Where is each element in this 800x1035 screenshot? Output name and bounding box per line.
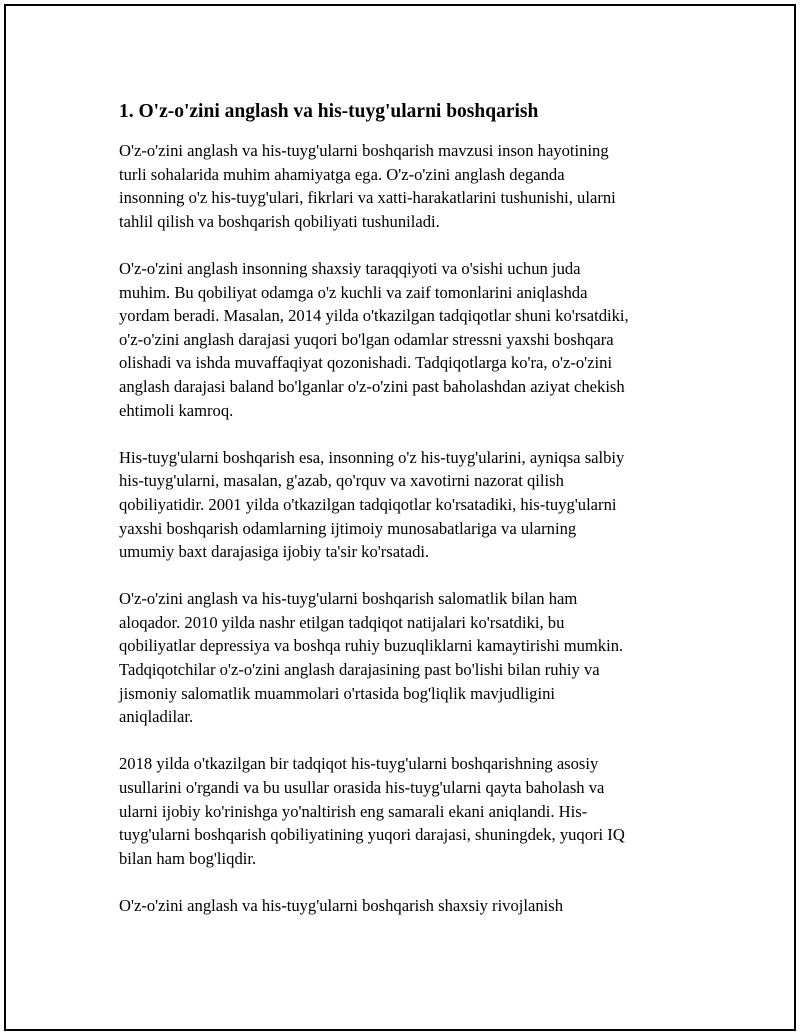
text-line: O'z-o'zini anglash va his-tuyg'ularni boshqarish mavzusi inson hayotining bbox=[119, 141, 609, 160]
text-line: jismoniy salomatlik muammolari o'rtasida bog'liqlik mavjudligini bbox=[119, 683, 555, 703]
text-line: his-tuyg'ularni, masalan, g'azab, qo'rquv va xavotirni nazorat qilish bbox=[119, 471, 564, 491]
text-line: umumiy baxt darajasiga ijobiy ta'sir ko'rsatadi. bbox=[119, 542, 430, 562]
paragraph bbox=[119, 587, 699, 729]
text-line: Tadqiqotchilar o'z-o'zini anglash darajasining past bo'lishi bilan ruhiy va bbox=[119, 660, 600, 680]
text-line: insonning o'z his-tuyg'ulari, fikrlari va xatti-harakatlarini tushunishi, ularni bbox=[119, 188, 616, 208]
text-line: tuyg'ularni boshqarish qobiliyatining yuqori darajasi, shuningdek, yuqori IQ bbox=[119, 825, 625, 845]
text-line: olishadi va ishda muvaffaqiyat qozonishadi. Tadqiqotlarga ko'ra, o'z-o'zini bbox=[119, 353, 613, 373]
text-line: muhim. Bu qobiliyat odamga o'z kuchli va zaif tomonlarini aniqlashda bbox=[119, 282, 588, 302]
text-line: qobiliyatlar depressiya va boshqa ruhiy buzuqliklarni kamaytirishi mumkin. bbox=[119, 636, 624, 656]
page-frame bbox=[4, 4, 796, 1031]
paragraph bbox=[119, 894, 699, 918]
text-line: O'z-o'zini anglash va his-tuyg'ularni boshqarish salomatlik bilan ham bbox=[119, 589, 578, 609]
text-line: yaxshi boshqarish odamlarning ijtimoiy munosabatlariga va ularning bbox=[119, 518, 577, 538]
paragraph bbox=[119, 752, 699, 870]
document-body bbox=[119, 100, 699, 941]
text-line: bilan ham bog'liqdir. bbox=[119, 848, 257, 868]
paragraph bbox=[119, 139, 699, 233]
text-line: anglash darajasi baland bo'lganlar o'z-o'zini past baholashdan aziyat chekish bbox=[119, 376, 625, 396]
paragraph bbox=[119, 257, 699, 422]
section-heading: 1. O'z-o'zini anglash va his-tuyg'ularni boshqarish bbox=[119, 101, 539, 122]
paragraph bbox=[119, 446, 699, 564]
text-line: His-tuyg'ularni boshqarish esa, insonning o'z his-tuyg'ularini, ayniqsa salbiy bbox=[119, 447, 625, 467]
text-line: yordam beradi. Masalan, 2014 yilda o'tkazilgan tadqiqotlar shuni ko'rsatdiki, bbox=[119, 306, 629, 326]
text-line: aniqladilar. bbox=[119, 707, 194, 727]
text-line: usullarini o'rgandi va bu usullar orasida his-tuyg'ularni qayta baholash va bbox=[119, 778, 605, 798]
text-line: O'z-o'zini anglash va his-tuyg'ularni boshqarish shaxsiy rivojlanish bbox=[119, 896, 564, 915]
text-line: ehtimoli kamroq. bbox=[119, 400, 234, 420]
text-line: aloqador. 2010 yilda nashr etilgan tadqiqot natijalari ko'rsatdiki, bu bbox=[119, 612, 565, 632]
text-line: ularni ijobiy ko'rinishga yo'naltirish eng samarali ekani aniqlandi. His- bbox=[119, 801, 588, 821]
text-line: O'z-o'zini anglash insonning shaxsiy taraqqiyoti va o'sishi uchun juda bbox=[119, 258, 581, 278]
text-line: turli sohalarida muhim ahamiyatga ega. O'z-o'zini anglash deganda bbox=[119, 164, 565, 184]
text-line: o'z-o'zini anglash darajasi yuqori bo'lgan odamlar stressni yaxshi boshqara bbox=[119, 329, 614, 349]
text-line: tahlil qilish va boshqarish qobiliyati tushuniladi. bbox=[119, 211, 440, 231]
text-line: qobiliyatidir. 2001 yilda o'tkazilgan tadqiqotlar ko'rsatadiki, his-tuyg'ularni bbox=[119, 494, 617, 514]
text-line: 2018 yilda o'tkazilgan bir tadqiqot his-tuyg'ularni boshqarishning asosiy bbox=[119, 754, 599, 774]
